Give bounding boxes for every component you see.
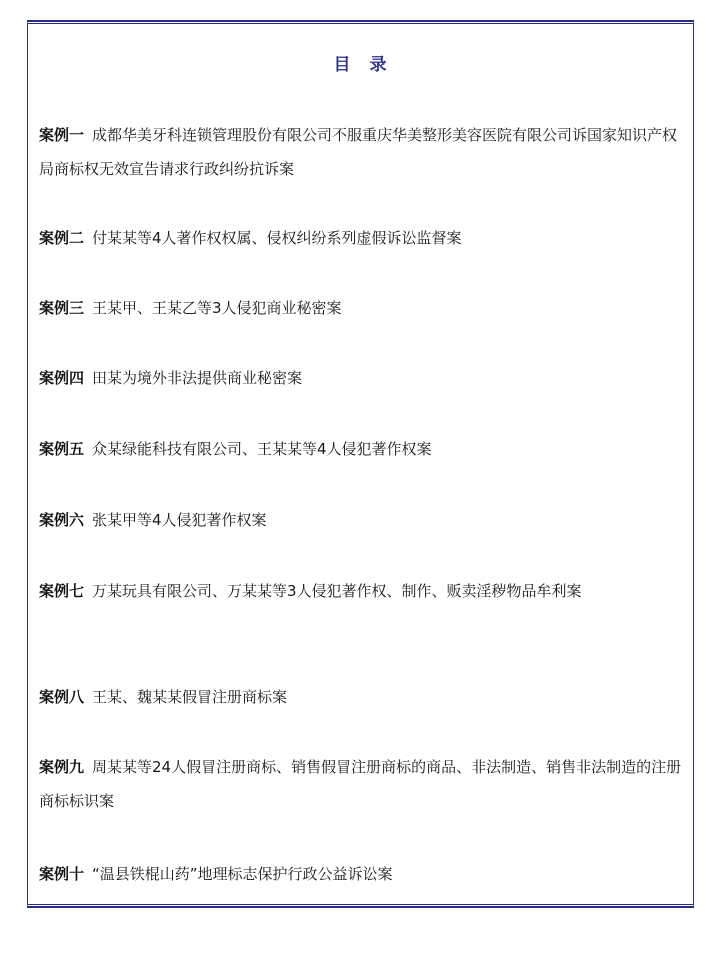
case-label: 案例四 — [39, 369, 85, 387]
toc-entry-case-5 — [39, 432, 689, 466]
case-label: 案例十 — [39, 865, 85, 883]
case-title: 田某为境外非法提供商业秘密案 — [92, 369, 303, 387]
table-of-contents — [27, 20, 694, 908]
case-label: 案例九 — [39, 758, 85, 776]
toc-title: 目 录 — [333, 55, 388, 75]
toc-entry-case-8 — [39, 680, 689, 714]
toc-entry-case-1 — [39, 118, 689, 186]
case-title: 万某玩具有限公司、万某某等3人侵犯著作权、制作、贩卖淫秽物品牟利案 — [92, 582, 582, 600]
toc-entry-case-7 — [39, 574, 689, 608]
toc-entry-case-4 — [39, 361, 689, 395]
case-title: 王某、魏某某假冒注册商标案 — [92, 688, 288, 706]
case-label: 案例六 — [39, 511, 85, 529]
case-label: 案例七 — [39, 582, 85, 600]
case-title: 周某某等24人假冒注册商标、销售假冒注册商标的商品、非法制造、销售非法制造的注册商标标识案 — [39, 758, 682, 810]
case-title: 张某甲等4人侵犯著作权案 — [92, 511, 267, 529]
case-label: 案例三 — [39, 299, 85, 317]
case-title: 众某绿能科技有限公司、王某某等4人侵犯著作权案 — [92, 440, 432, 458]
case-label: 案例八 — [39, 688, 85, 706]
case-label: 案例二 — [39, 229, 85, 247]
toc-entry-case-9 — [39, 750, 689, 818]
case-title: “温县铁棍山药”地理标志保护行政公益诉讼案 — [92, 865, 393, 883]
toc-entry-case-6 — [39, 503, 689, 537]
toc-entry-case-3 — [39, 291, 689, 325]
case-title: 付某某等4人著作权权属、侵权纠纷系列虚假诉讼监督案 — [92, 229, 462, 247]
toc-entry-case-2 — [39, 221, 689, 255]
case-label: 案例五 — [39, 440, 85, 458]
case-label: 案例一 — [39, 126, 85, 144]
case-title: 王某甲、王某乙等3人侵犯商业秘密案 — [92, 299, 342, 317]
case-title: 成都华美牙科连锁管理股份有限公司不服重庆华美整形美容医院有限公司诉国家知识产权局商标权无效宣告请求行政纠纷抗诉案 — [39, 126, 678, 178]
toc-entry-case-10 — [39, 857, 689, 891]
